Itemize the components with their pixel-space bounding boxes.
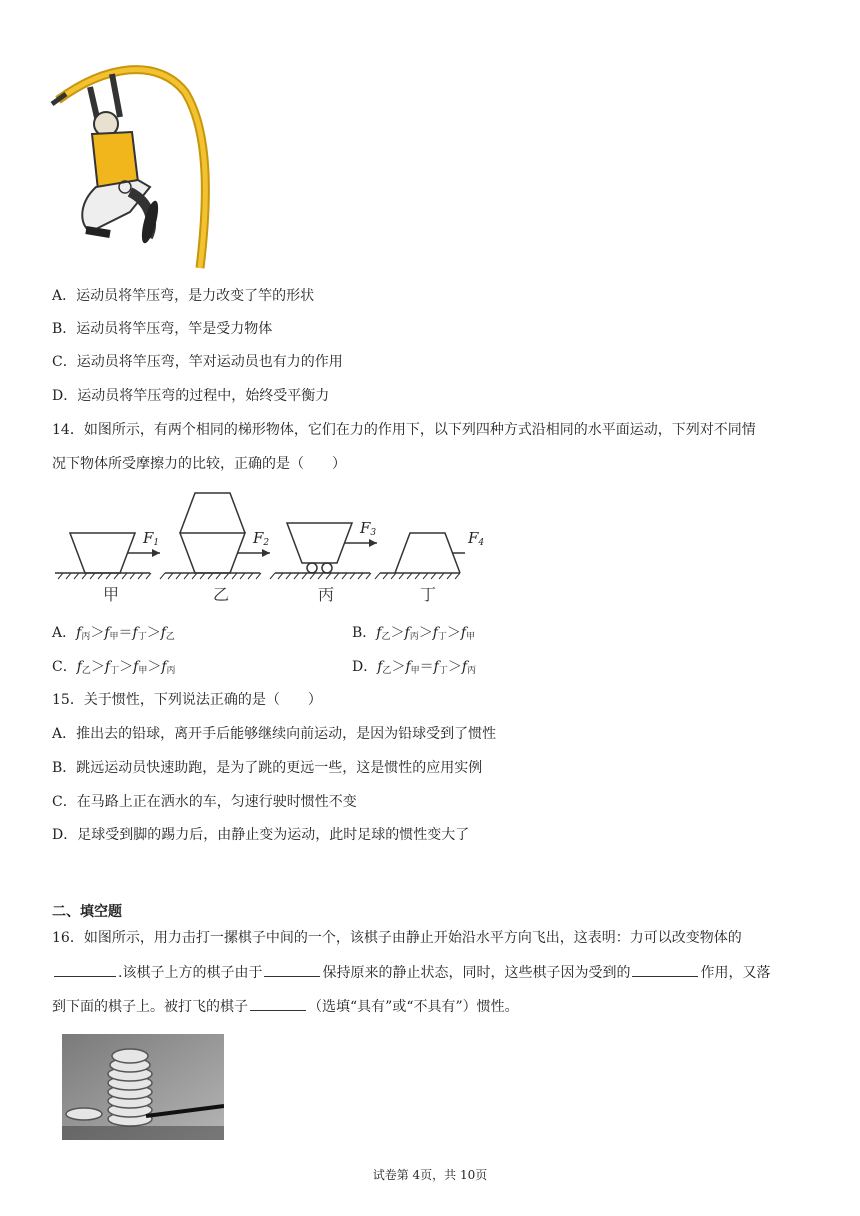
friction-symbol: f [76, 659, 82, 675]
friction-symbol: f [132, 625, 138, 641]
blank-1[interactable] [54, 962, 116, 977]
force-label-f1: $F_1$ [143, 529, 160, 548]
comparison-operator: ＝ [419, 659, 434, 675]
blank-4[interactable] [250, 996, 306, 1011]
friction-symbol: f [432, 625, 438, 641]
comparison-operator: ＞ [446, 625, 461, 641]
q14-option-a: A．$f_丙>f_甲=f_丁>f_乙$ [52, 625, 175, 642]
friction-subscript: 丁 [137, 632, 147, 642]
comparison-operator: ＞ [90, 625, 105, 641]
q13-option-a: A．运动员将竿压弯，是力改变了竿的形状 [52, 288, 315, 304]
q16-line1: 16．如图所示，用力击打一摞棋子中间的一个，该棋子由静止开始沿水平方向飞出，这表明：力可以改变物体的 [52, 930, 742, 946]
friction-subscript: 丙 [409, 632, 419, 642]
q15-option-c: C．在马路上正在洒水的车，匀速行驶时惯性不变 [52, 794, 357, 810]
friction-subscript: 丙 [81, 632, 91, 642]
friction-symbol: f [404, 625, 410, 641]
friction-symbol: f [104, 659, 111, 675]
q15-option-a: A．推出去的铅球，离开手后能够继续向前运动，是因为铅球受到了惯性 [52, 726, 497, 742]
chess-stack-photo [62, 1034, 224, 1140]
friction-subscript: 甲 [109, 632, 119, 642]
q14-stem-line1: 14．如图所示，有两个相同的梯形物体，它们在力的作用下，以下列四种方式沿相同的水平面运动，下列对不同情 [52, 422, 756, 438]
friction-symbol: f [377, 659, 383, 675]
force-label-f2: $F_2$ [253, 529, 270, 548]
friction-symbol: f [104, 625, 110, 641]
force-label-f4: $F_4$ [468, 529, 485, 548]
q15-option-d: D．足球受到脚的踢力后，由静止变为运动，此时足球的惯性变大了 [52, 827, 470, 843]
friction-symbol: f [405, 659, 411, 675]
friction-subscript: 丙 [166, 666, 176, 676]
q13-option-d: D．运动员将竿压弯的过程中，始终受平衡力 [52, 388, 330, 404]
friction-subscript: 丁 [437, 632, 447, 642]
comparison-operator: ＞ [390, 625, 405, 641]
q13-option-b: B．运动员将竿压弯，竿是受力物体 [52, 321, 273, 337]
friction-subscript: 乙 [382, 666, 392, 676]
figure-label-jia: 甲 [103, 585, 120, 604]
figure-label-ding: 丁 [420, 585, 437, 604]
q15-stem: 15．关于惯性，下列说法正确的是（ ） [52, 692, 322, 708]
pole-vaulter-figure [50, 62, 215, 272]
section-title: 二、填空题 [52, 904, 122, 920]
comparison-operator: ＞ [146, 625, 161, 641]
figure-label-yi: 乙 [213, 585, 230, 604]
friction-symbol: f [433, 659, 439, 675]
friction-subscript: 乙 [81, 666, 91, 676]
comparison-operator: ＞ [90, 659, 105, 675]
comparison-operator: ＞ [391, 659, 406, 675]
force-label-f3: $F_3$ [360, 519, 377, 538]
friction-symbol: f [76, 625, 82, 641]
comparison-operator: ＞ [147, 659, 162, 675]
comparison-operator: ＞ [119, 659, 134, 675]
blank-3[interactable] [632, 962, 698, 977]
friction-subscript: 丙 [467, 666, 477, 676]
friction-subscript: 甲 [138, 666, 148, 676]
friction-symbol: f [160, 625, 166, 641]
friction-subscript: 甲 [410, 666, 420, 676]
figure-label-bing: 丙 [318, 585, 335, 604]
q16-line3: 到下面的棋子上。被打飞的棋子 （选填“具有”或“不具有”）惯性。 [52, 996, 519, 1017]
q14-option-b: B．$f_乙>f_丙>f_丁>f_甲$ [352, 625, 476, 642]
blank-2[interactable] [264, 962, 320, 977]
friction-subscript: 甲 [466, 632, 476, 642]
q16-line2: .该棋子上方的棋子由于 保持原来的静止状态，同时，这些棋子因为受到的 作用，又落 [52, 962, 770, 983]
q15-option-b: B．跳远运动员快速助跑，是为了跳的更远一些，这是惯性的应用实例 [52, 760, 483, 776]
comparison-operator: ＝ [118, 625, 133, 641]
friction-subscript: 乙 [381, 632, 391, 642]
friction-subscript: 丁 [110, 666, 120, 676]
q13-option-c: C．运动员将竿压弯，竿对运动员也有力的作用 [52, 354, 343, 370]
page-footer: 试卷第 4页，共 10页 [372, 1168, 488, 1182]
friction-symbol: f [461, 659, 468, 675]
comparison-operator: ＞ [447, 659, 462, 675]
q14-stem-line2: 况下物体所受摩擦力的比较，正确的是（ ） [52, 456, 346, 472]
q14-option-c: C．$f_乙>f_丁>f_甲>f_丙$ [52, 659, 176, 676]
comparison-operator: ＞ [418, 625, 433, 641]
friction-symbol: f [133, 659, 139, 675]
friction-subscript: 乙 [165, 632, 175, 642]
friction-subscript: 丁 [438, 666, 448, 676]
friction-symbol: f [460, 625, 467, 641]
friction-symbol: f [161, 659, 167, 675]
q14-option-d: D．$f_乙>f_甲=f_丁>f_丙$ [352, 659, 477, 676]
friction-symbol: f [376, 625, 382, 641]
